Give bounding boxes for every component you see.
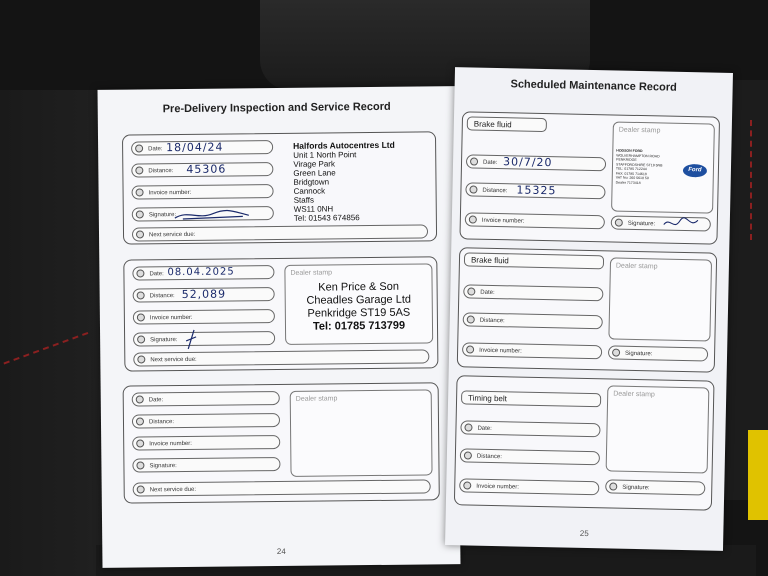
date-label: Date: [477, 425, 492, 432]
page-number: 25 [579, 528, 589, 539]
maintenance-record-1 [459, 111, 720, 244]
checkbox-icon [136, 417, 144, 425]
handwritten-date: 30/7/20 [502, 155, 553, 170]
service-record-page-left [98, 86, 461, 568]
stamp-line: WS11 0NH [293, 204, 334, 214]
signature-field [605, 479, 705, 495]
signature-scribble [662, 217, 702, 232]
date-label: Date: [149, 271, 164, 278]
distance-field [463, 312, 603, 329]
stamp-line: HODSON FORD [616, 148, 643, 154]
date-field [132, 265, 274, 280]
signature-scribble [173, 207, 253, 222]
distance-field [131, 162, 273, 177]
signature-label: Signature: [148, 212, 177, 219]
checkbox-icon [137, 313, 145, 321]
checkbox-icon [469, 185, 477, 193]
topic-label: Timing belt [461, 390, 601, 407]
invoice-field [459, 478, 599, 495]
invoice-label: Invoice number: [479, 347, 522, 355]
checkbox-icon [136, 230, 144, 238]
maintenance-record-2 [457, 247, 717, 372]
stamp-line: Tel: 01785 713799 [312, 319, 406, 333]
date-field [132, 391, 280, 407]
invoice-field [462, 342, 602, 359]
next-service-field [132, 224, 428, 241]
signature-field [132, 206, 274, 221]
service-record-1 [122, 131, 437, 244]
invoice-field [465, 212, 605, 229]
checkbox-icon [137, 335, 145, 343]
distance-label: Distance: [482, 187, 508, 195]
handwritten-distance: 45306 [186, 162, 227, 176]
checkbox-icon [466, 345, 474, 353]
ken-price-stamp [286, 280, 433, 334]
distance-label: Distance: [476, 453, 502, 461]
distance-label: Distance: [479, 317, 505, 325]
page-number: 24 [276, 546, 286, 557]
yellow-object [748, 430, 768, 520]
checkbox-icon [467, 287, 475, 295]
distance-field [460, 448, 600, 465]
dealer-stamp-label: Dealer stamp [295, 395, 338, 403]
checkbox-icon [467, 315, 475, 323]
checkbox-icon [135, 144, 143, 152]
handwritten-distance: 15325 [516, 183, 557, 198]
date-field [466, 154, 606, 171]
signature-label: Signature: [622, 484, 650, 492]
date-field [463, 284, 603, 301]
date-label: Date: [482, 159, 498, 167]
next-service-field [133, 349, 429, 366]
checkbox-icon [612, 348, 620, 356]
stamp-line: WOLVERHAMPTON ROAD [616, 153, 660, 158]
dealer-stamp-area [290, 389, 433, 476]
dealer-stamp-label: Dealer stamp [618, 126, 661, 135]
dealer-stamp-area [611, 121, 715, 213]
signature-scribble [182, 329, 202, 351]
invoice-field [133, 309, 275, 324]
stamp-line: Ken Price & Son [318, 280, 400, 294]
distance-field [132, 413, 280, 429]
stamp-line: Bridgtown [293, 177, 330, 187]
maintenance-record-3 [454, 375, 715, 510]
stamp-line: Cannock [293, 186, 326, 196]
next-service-field [133, 479, 431, 496]
signature-label: Signature: [627, 220, 656, 228]
checkbox-icon [137, 291, 145, 299]
checkbox-icon [136, 188, 144, 196]
signature-field [611, 215, 711, 231]
checkbox-icon [464, 423, 472, 431]
next-service-label: Next service due: [149, 486, 197, 494]
handwritten-date: 08.04.2025 [167, 266, 235, 279]
checkbox-icon [136, 439, 144, 447]
stamp-line: FAX: 01785 714618 [615, 171, 647, 176]
stamp-line: Staffs [293, 195, 315, 205]
service-record-3 [123, 382, 440, 503]
invoice-label: Invoice number: [476, 483, 520, 491]
invoice-field [132, 184, 274, 199]
checkbox-icon [609, 482, 617, 490]
checkbox-icon [136, 461, 144, 469]
stamp-line: STAFFORDSHIRE ST19 5NB [616, 162, 663, 168]
stamp-line: Unit 1 North Point [293, 150, 357, 160]
handwritten-distance: 52,089 [181, 287, 227, 302]
signature-label: Signature: [150, 337, 178, 344]
checkbox-icon [137, 485, 145, 493]
invoice-field [132, 435, 280, 451]
distance-field [133, 287, 275, 302]
stamp-line: Cheadles Garage Ltd [306, 293, 412, 307]
checkbox-icon [615, 219, 623, 227]
page-title: Pre-Delivery Inspection and Service Record [162, 100, 391, 116]
checkbox-icon [469, 215, 477, 223]
handwritten-date: 18/04/24 [166, 140, 224, 155]
maintenance-record-page-right [445, 67, 733, 551]
stamp-line: Green Lane [293, 168, 336, 178]
stamp-line: PENKRIDGE [616, 157, 637, 162]
signature-field [133, 331, 275, 346]
checkbox-icon [136, 395, 144, 403]
signature-field [608, 345, 708, 361]
service-record-2 [123, 256, 438, 371]
distance-field [465, 182, 605, 199]
date-field [460, 420, 600, 437]
checkbox-icon [137, 355, 145, 363]
next-service-label: Next service due: [150, 356, 197, 364]
halfords-stamp [293, 141, 396, 223]
date-label: Date: [148, 397, 164, 404]
invoice-label: Invoice number: [481, 217, 525, 225]
stamp-line: VAT No: 260 5618 50 [615, 175, 649, 181]
dealer-stamp-area [284, 263, 433, 345]
signature-field [132, 457, 280, 473]
ford-logo: Ford [683, 164, 707, 177]
date-field [131, 140, 273, 155]
dealer-stamp-area [606, 385, 710, 473]
topic-label: Brake fluid [464, 252, 604, 269]
distance-label: Distance: [149, 293, 175, 300]
checkbox-icon [463, 481, 471, 489]
dealer-stamp-label: Dealer stamp [615, 262, 658, 271]
stamp-line: Halfords Autocentres Ltd [293, 139, 395, 151]
signature-label: Signature: [149, 463, 177, 470]
next-service-label: Next service due: [149, 231, 196, 239]
seat-stitching [750, 120, 752, 240]
dealer-stamp-area [608, 257, 712, 341]
distance-label: Distance: [148, 419, 175, 426]
distance-label: Distance: [148, 168, 174, 175]
stamp-line: TEL: 01785 712244 [615, 166, 647, 172]
invoice-label: Invoice number: [149, 314, 193, 322]
dealer-stamp-label: Dealer stamp [613, 390, 655, 399]
checkbox-icon [136, 210, 144, 218]
date-label: Date: [480, 289, 495, 297]
date-label: Date: [148, 146, 163, 153]
stamp-line: Tel: 01543 674856 [293, 213, 360, 223]
signature-label: Signature: [625, 350, 653, 358]
stamp-line: Virage Park [293, 159, 335, 169]
page-title: Scheduled Maintenance Record [510, 78, 677, 94]
stamp-line: Penkridge ST19 5AS [307, 306, 411, 320]
checkbox-icon [135, 166, 143, 174]
checkbox-icon [136, 269, 144, 277]
checkbox-icon [470, 157, 478, 165]
dealer-stamp-label: Dealer stamp [290, 269, 333, 277]
invoice-label: Invoice number: [149, 440, 192, 448]
checkbox-icon [464, 451, 472, 459]
stamp-line: Dealer 7173418 [615, 180, 641, 185]
topic-label: Brake fluid [467, 116, 547, 132]
invoice-label: Invoice number: [148, 189, 192, 197]
